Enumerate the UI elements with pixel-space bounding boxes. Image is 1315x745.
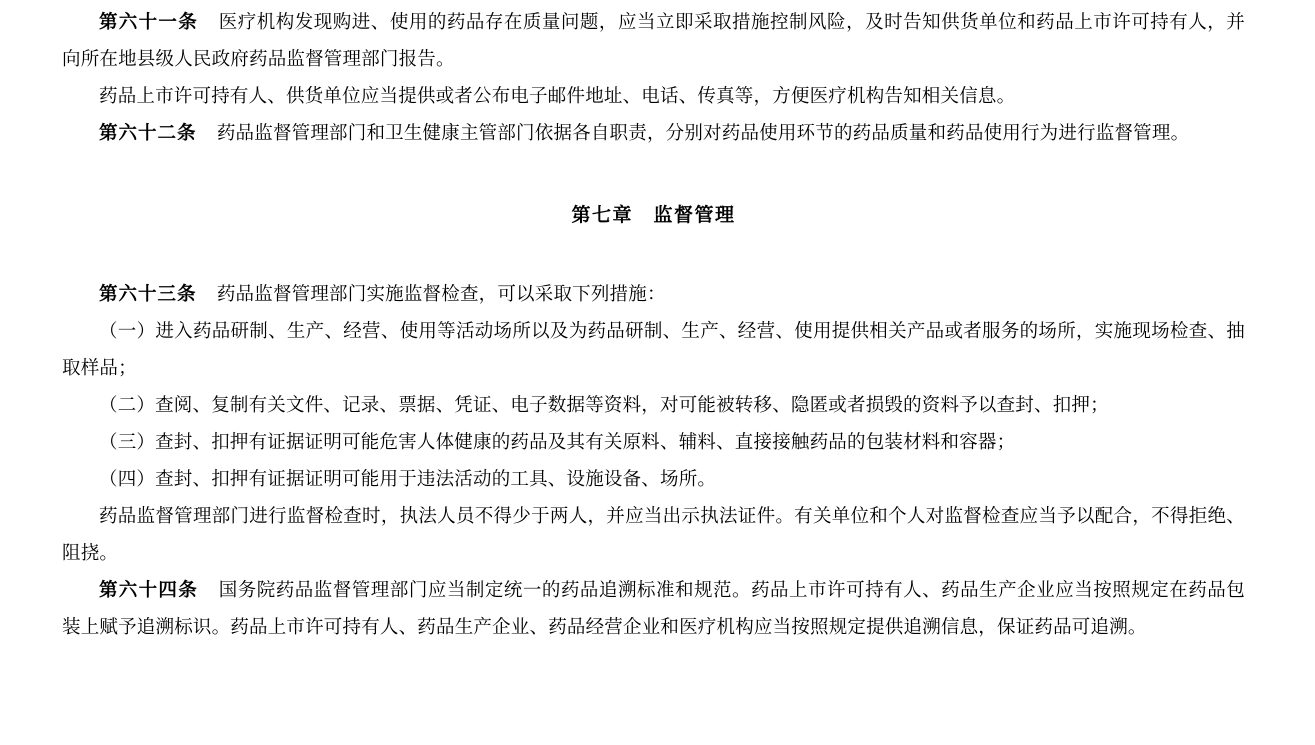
article-label: 第六十二条 bbox=[99, 123, 197, 144]
article-text: 药品监督管理部门实施监督检查，可以采取下列措施： bbox=[216, 284, 666, 305]
paragraph-article-64 bbox=[62, 572, 1245, 646]
article-text: 药品监督管理部门和卫生健康主管部门依据各自职责，分别对药品使用环节的药品质量和药品使用行为进行监督管理。 bbox=[216, 123, 1190, 144]
paragraph-article-63-item-2 bbox=[62, 387, 1245, 424]
paragraph-text: 药品监督管理部门进行监督检查时，执法人员不得少于两人，并应当出示执法证件。有关单位和个人对监督检查应当予以配合，不得拒绝、阻挠。 bbox=[62, 506, 1245, 564]
paragraph-text: （二）查阅、复制有关文件、记录、票据、凭证、电子数据等资料，对可能被转移、隐匿或者损毁的资料予以查封、扣押； bbox=[99, 395, 1109, 416]
paragraph-article-63-item-3 bbox=[62, 424, 1245, 461]
paragraph-article-63-item-1 bbox=[62, 313, 1245, 387]
paragraph-text: （四）查封、扣押有证据证明可能用于违法活动的工具、设施设备、场所。 bbox=[99, 469, 717, 490]
article-label: 第六十一条 bbox=[99, 12, 199, 33]
paragraph-article-63 bbox=[62, 276, 1245, 313]
paragraph-text: （一）进入药品研制、生产、经营、使用等活动场所以及为药品研制、生产、经营、使用提供相关产品或者服务的场所，实施现场检查、抽取样品； bbox=[62, 321, 1245, 379]
paragraph-text: （三）查封、扣押有证据证明可能危害人体健康的药品及其有关原料、辅料、直接接触药品的包装材料和容器； bbox=[99, 432, 1016, 453]
article-label: 第六十三条 bbox=[99, 284, 197, 305]
chapter-heading: 第七章 监督管理 bbox=[571, 204, 736, 226]
spacer bbox=[62, 152, 1245, 198]
paragraph-article-62 bbox=[62, 115, 1245, 152]
article-text: 国务院药品监督管理部门应当制定统一的药品追溯标准和规范。药品上市许可持有人、药品生产企业应当按照规定在药品包装上赋予追溯标识。药品上市许可持有人、药品生产企业、药品经营企业和医疗机构应当按照规定提供追溯信息，保证药品可追溯。 bbox=[62, 580, 1245, 638]
article-label: 第六十四条 bbox=[99, 580, 199, 601]
paragraph-article-63-p2 bbox=[62, 498, 1245, 572]
paragraph-text: 药品上市许可持有人、供货单位应当提供或者公布电子邮件地址、电话、传真等，方便医疗机构告知相关信息。 bbox=[99, 86, 1016, 107]
article-text: 医疗机构发现购进、使用的药品存在质量问题，应当立即采取措施控制风险，及时告知供货单位和药品上市许可持有人，并向所在地县级人民政府药品监督管理部门报告。 bbox=[62, 12, 1245, 70]
paragraph-article-61 bbox=[62, 4, 1245, 78]
paragraph-article-61-p2 bbox=[62, 78, 1245, 115]
paragraph-article-63-item-4 bbox=[62, 461, 1245, 498]
spacer bbox=[62, 232, 1245, 276]
